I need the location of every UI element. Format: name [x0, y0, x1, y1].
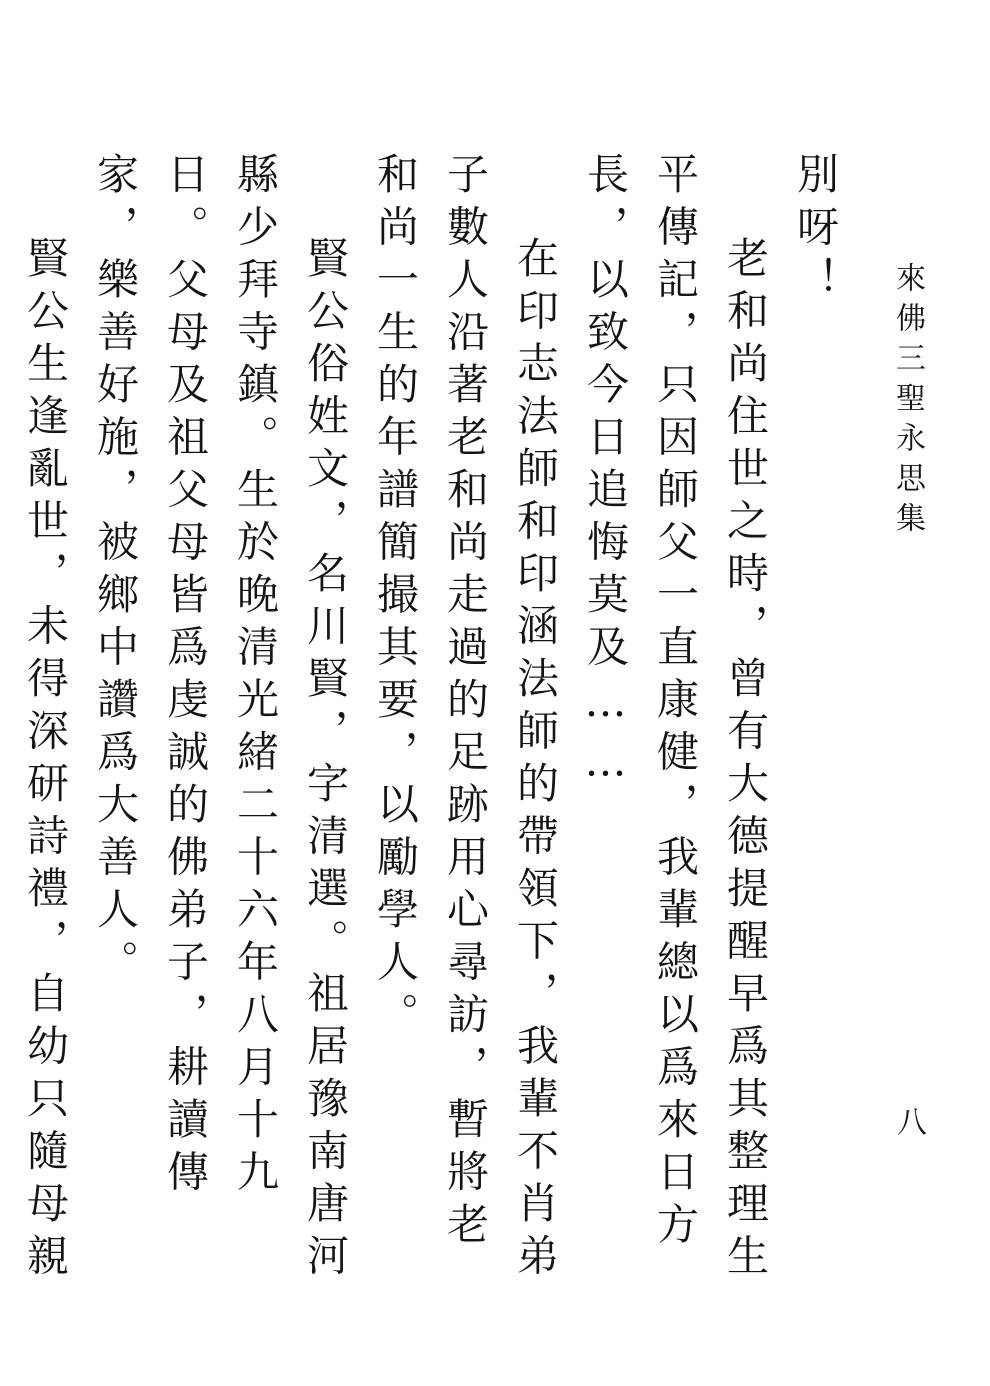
body-text — [21, 152, 850, 1302]
paragraph-chronicle-purpose: 在印志法師和印涵法師的帶領下，我輩不肖弟子數人沿著老和尚走過的足跡用心尋訪，暫將老和尚一生的年譜簡撮其要，以勵學人。 — [371, 152, 560, 1286]
paragraph-closing-line: 別呀！ — [791, 152, 840, 310]
paragraph-biography-regret: 老和尚住世之時，曾有大德提醒早爲其整理生平傳記，只因師父一直康健，我輩總以爲來日方長，以致今日追悔莫及…… — [581, 152, 770, 1286]
running-title: 來佛三聖永思集 — [890, 262, 925, 542]
paragraph-family-background: 賢公俗姓文，名川賢，字清選。祖居豫南唐河縣少拜寺鎮。生於晚清光緒二十六年八月十九日。父母及祖父母皆爲虔誠的佛弟子，耕讀傳家，樂善好施，被鄉中讚爲大善人。 — [91, 152, 350, 1286]
page-number: 八 — [891, 1106, 926, 1136]
paragraph-early-life: 賢公生逢亂世，未得深研詩禮，自幼只隨母親 — [21, 236, 70, 1286]
